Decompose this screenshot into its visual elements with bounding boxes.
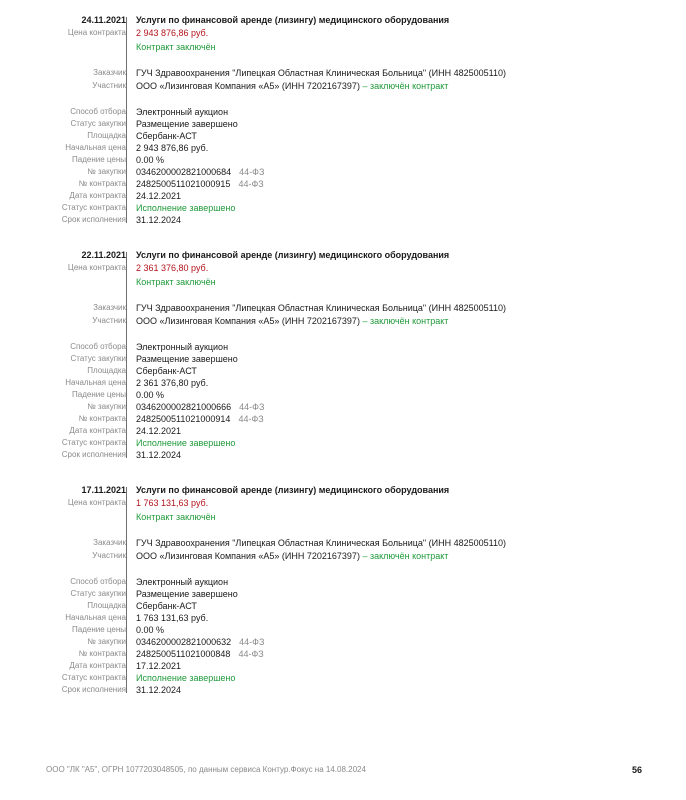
- customer-value: ГУЧ Здравоохранения "Липецкая Областная Клиническая Больница" (ИНН 4825005110): [136, 303, 506, 313]
- price-label: Цена контракта: [67, 498, 126, 507]
- start-price-value: 2 361 376,80 руб.: [136, 378, 209, 388]
- deadline-label: Срок исполнения: [61, 685, 126, 694]
- platform-value: Сбербанк-АСТ: [136, 366, 197, 376]
- contract-law: 44-ФЗ: [238, 414, 264, 424]
- participant-label: Участник: [92, 316, 126, 325]
- contract-date-label: Дата контракта: [69, 426, 126, 435]
- participant-label: Участник: [92, 81, 126, 90]
- price-drop-label: Падение цены: [72, 155, 126, 164]
- participant-value: [136, 80, 448, 92]
- method-label: Способ отбора: [70, 342, 126, 351]
- purchase-no-value: [136, 636, 264, 648]
- entry-title: Услуги по финансовой аренде (лизингу) медицинского оборудования: [136, 250, 450, 260]
- contract-law: 44-ФЗ: [238, 179, 264, 189]
- platform-label: Площадка: [87, 131, 126, 140]
- contract-law: 44-ФЗ: [238, 649, 264, 659]
- page-number: 56: [631, 765, 642, 775]
- contract-status-value: Исполнение завершено: [136, 673, 236, 683]
- method-label: Способ отбора: [70, 577, 126, 586]
- method-value: Электронный аукцион: [136, 342, 229, 352]
- purchase-no-value: [136, 166, 264, 178]
- purchase-status-value: Размещение завершено: [136, 354, 238, 364]
- purchase-status-label: Статус закупки: [70, 589, 126, 598]
- contract-number: 2482500511021000848: [136, 649, 231, 659]
- start-price-value: 2 943 876,86 руб.: [136, 143, 209, 153]
- contract-status-label: Статус контракта: [61, 203, 126, 212]
- contract-date-label: Дата контракта: [69, 191, 126, 200]
- contract-price: 1 763 131,63 руб.: [136, 498, 209, 508]
- purchase-status-value: Размещение завершено: [136, 589, 238, 599]
- contract-no-value: [136, 413, 264, 425]
- start-price-label: Начальная цена: [65, 613, 126, 622]
- contract-number: 2482500511021000914: [136, 414, 231, 424]
- contract-no-value: [136, 648, 264, 660]
- contract-concluded-status: Контракт заключён: [136, 277, 216, 287]
- purchase-no-label: № закупки: [87, 402, 126, 411]
- purchase-law: 44-ФЗ: [239, 637, 265, 647]
- customer-label: Заказчик: [93, 68, 126, 77]
- price-drop-value: 0.00 %: [136, 390, 165, 400]
- deadline-value: 31.12.2024: [136, 685, 182, 695]
- platform-value: Сбербанк-АСТ: [136, 601, 197, 611]
- participant-note: – заключён контракт: [362, 81, 449, 91]
- deadline-value: 31.12.2024: [136, 450, 182, 460]
- participant-name: ООО «Лизинговая Компания «А5» (ИНН 7202167397): [136, 551, 360, 561]
- price-label: Цена контракта: [67, 263, 126, 272]
- entry-title: Услуги по финансовой аренде (лизингу) медицинского оборудования: [136, 485, 450, 495]
- participant-name: ООО «Лизинговая Компания «А5» (ИНН 7202167397): [136, 316, 360, 326]
- page-footer: ООО "ЛК "А5", ОГРН 1077203048505, по данным сервиса Контур.Фокус на 14.08.2024: [46, 765, 366, 774]
- method-value: Электронный аукцион: [136, 577, 229, 587]
- deadline-label: Срок исполнения: [61, 450, 126, 459]
- purchase-number: 0346200002821000632: [136, 637, 232, 647]
- participant-value: [136, 315, 448, 327]
- contract-status-label: Статус контракта: [61, 673, 126, 682]
- purchase-no-value: [136, 401, 264, 413]
- price-drop-value: 0.00 %: [136, 155, 165, 165]
- purchase-status-label: Статус закупки: [70, 119, 126, 128]
- method-value: Электронный аукцион: [136, 107, 229, 117]
- start-price-label: Начальная цена: [65, 378, 126, 387]
- purchase-number: 0346200002821000666: [136, 402, 232, 412]
- contract-status-value: Исполнение завершено: [136, 438, 236, 448]
- platform-label: Площадка: [87, 601, 126, 610]
- start-price-value: 1 763 131,63 руб.: [136, 613, 209, 623]
- price-label: Цена контракта: [67, 28, 126, 37]
- contract-status-value: Исполнение завершено: [136, 203, 236, 213]
- entry-title: Услуги по финансовой аренде (лизингу) медицинского оборудования: [136, 15, 450, 25]
- purchase-no-label: № закупки: [87, 167, 126, 176]
- purchase-no-label: № закупки: [87, 637, 126, 646]
- purchase-number: 0346200002821000684: [136, 167, 232, 177]
- purchase-status-value: Размещение завершено: [136, 119, 238, 129]
- contract-date-value: 24.12.2021: [136, 191, 182, 201]
- contract-no-label: № контракта: [78, 649, 126, 658]
- contract-date-label: Дата контракта: [69, 661, 126, 670]
- price-drop-label: Падение цены: [72, 625, 126, 634]
- contract-date-value: 17.12.2021: [136, 661, 182, 671]
- contract-no-label: № контракта: [78, 179, 126, 188]
- contract-no-label: № контракта: [78, 414, 126, 423]
- customer-value: ГУЧ Здравоохранения "Липецкая Областная Клиническая Больница" (ИНН 4825005110): [136, 538, 506, 548]
- contract-status-label: Статус контракта: [61, 438, 126, 447]
- purchase-status-label: Статус закупки: [70, 354, 126, 363]
- contract-price: 2 943 876,86 руб.: [136, 28, 209, 38]
- customer-value: ГУЧ Здравоохранения "Липецкая Областная Клиническая Больница" (ИНН 4825005110): [136, 68, 506, 78]
- deadline-label: Срок исполнения: [61, 215, 126, 224]
- price-drop-label: Падение цены: [72, 390, 126, 399]
- participant-note: – заключён контракт: [362, 551, 449, 561]
- entry-date: 24.11.2021: [81, 15, 126, 25]
- participant-value: [136, 550, 448, 562]
- participant-note: – заключён контракт: [362, 316, 449, 326]
- platform-label: Площадка: [87, 366, 126, 375]
- purchase-law: 44-ФЗ: [239, 167, 265, 177]
- platform-value: Сбербанк-АСТ: [136, 131, 197, 141]
- contract-date-value: 24.12.2021: [136, 426, 182, 436]
- entry-date: 17.11.2021: [81, 485, 126, 495]
- contract-concluded-status: Контракт заключён: [136, 42, 216, 52]
- deadline-value: 31.12.2024: [136, 215, 182, 225]
- start-price-label: Начальная цена: [65, 143, 126, 152]
- customer-label: Заказчик: [93, 303, 126, 312]
- contract-no-value: [136, 178, 264, 190]
- participant-label: Участник: [92, 551, 126, 560]
- participant-name: ООО «Лизинговая Компания «А5» (ИНН 7202167397): [136, 81, 360, 91]
- entry-date: 22.11.2021: [81, 250, 126, 260]
- contract-price: 2 361 376,80 руб.: [136, 263, 209, 273]
- purchase-law: 44-ФЗ: [239, 402, 265, 412]
- customer-label: Заказчик: [93, 538, 126, 547]
- method-label: Способ отбора: [70, 107, 126, 116]
- contract-number: 2482500511021000915: [136, 179, 231, 189]
- contract-concluded-status: Контракт заключён: [136, 512, 216, 522]
- price-drop-value: 0.00 %: [136, 625, 165, 635]
